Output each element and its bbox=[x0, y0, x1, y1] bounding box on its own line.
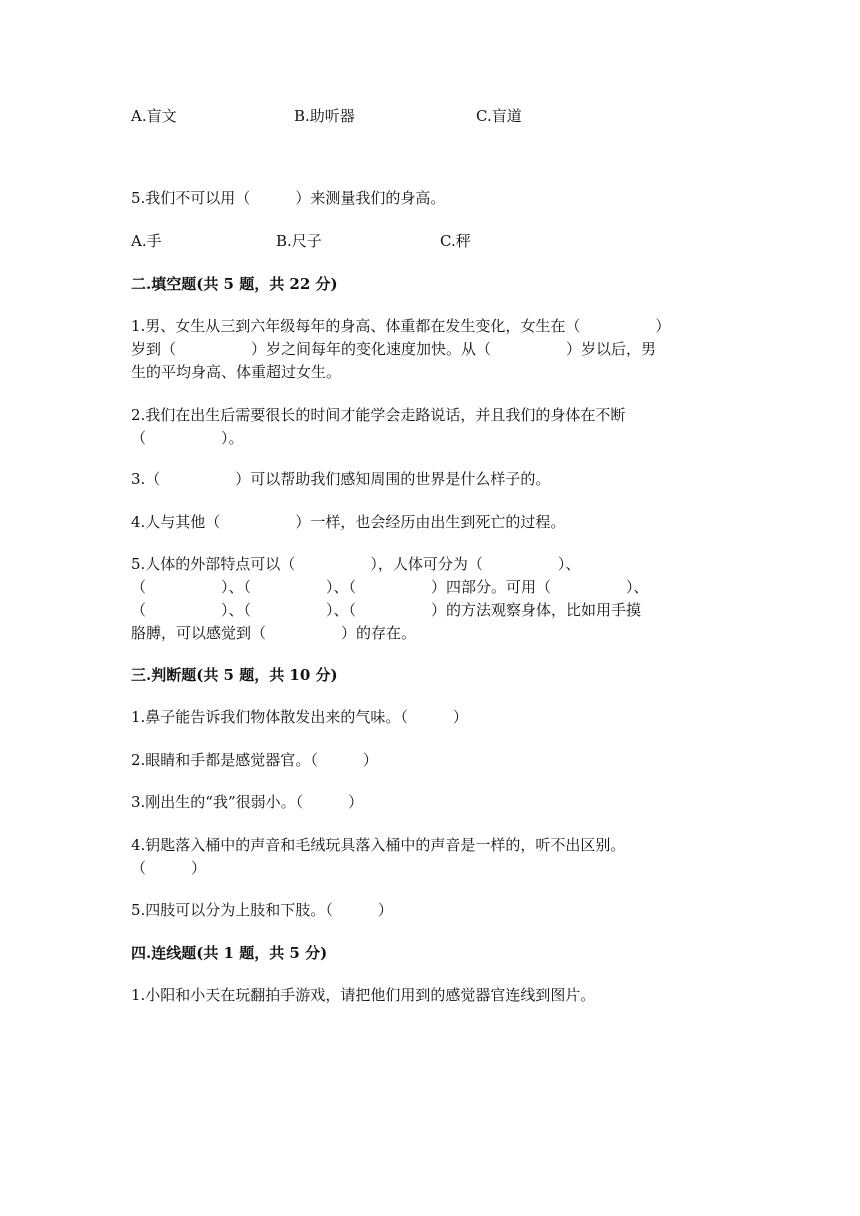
s2-q1-line3: 生的平均身高、体重超过女生。 bbox=[131, 363, 342, 381]
section3-heading: 三.判断题(共 5 题，共 10 分) bbox=[131, 666, 338, 684]
q4-option-b: B.助听器 bbox=[294, 107, 355, 125]
s2-q4: 4.人与其他（ ）一样，也会经历由出生到死亡的过程。 bbox=[131, 513, 566, 531]
q5-text: 5.我们不可以用（ ）来测量我们的身高。 bbox=[131, 189, 446, 207]
q4-option-c: C.盲道 bbox=[476, 107, 522, 125]
s3-q4-line1: 4.钥匙落入桶中的声音和毛绒玩具落入桶中的声音是一样的，听不出区别。 bbox=[131, 836, 626, 854]
section2-heading: 二.填空题(共 5 题，共 22 分) bbox=[131, 275, 338, 293]
s3-q5: 5.四肢可以分为上肢和下肢。（ ） bbox=[131, 901, 393, 919]
s2-q1-line1: 1.男、女生从三到六年级每年的身高、体重都在发生变化，女生在（ ） bbox=[131, 317, 671, 335]
s3-q4-line2: （ ） bbox=[131, 859, 207, 877]
s2-q3: 3.（ ）可以帮助我们感知周围的世界是什么样子的。 bbox=[131, 470, 551, 488]
s2-q2-line2: （ ）。 bbox=[131, 429, 244, 447]
s2-q5-line1: 5.人体的外部特点可以（ ），人体可分为（ ）、 bbox=[131, 555, 581, 573]
s3-q2: 2.眼睛和手都是感觉器官。（ ） bbox=[131, 751, 378, 769]
s2-q5-line2: （ ）、（ ）、（ ）四部分。可用（ ）、 bbox=[131, 578, 649, 596]
q5-option-a: A.手 bbox=[131, 232, 162, 250]
s2-q5-line3: （ ）、（ ）、（ ）的方法观察身体，比如用手摸 bbox=[131, 601, 642, 619]
q5-option-c: C.秤 bbox=[440, 232, 471, 250]
s2-q1-line2: 岁到（ ）岁之间每年的变化速度加快。从（ ）岁以后，男 bbox=[131, 340, 657, 358]
s3-q3: 3.刚出生的“我”很弱小。（ ） bbox=[131, 793, 364, 811]
section4-heading: 四.连线题(共 1 题，共 5 分) bbox=[131, 944, 328, 962]
s3-q1: 1.鼻子能告诉我们物体散发出来的气味。（ ） bbox=[131, 708, 468, 726]
s2-q5-line4: 胳膊，可以感觉到（ ）的存在。 bbox=[131, 624, 417, 642]
s4-q1: 1.小阳和小天在玩翻拍手游戏，请把他们用到的感觉器官连线到图片。 bbox=[131, 986, 596, 1004]
q4-option-a: A.盲文 bbox=[131, 107, 177, 125]
s2-q2-line1: 2.我们在出生后需要很长的时间才能学会走路说话，并且我们的身体在不断 bbox=[131, 406, 626, 424]
q5-option-b: B.尺子 bbox=[276, 232, 322, 250]
